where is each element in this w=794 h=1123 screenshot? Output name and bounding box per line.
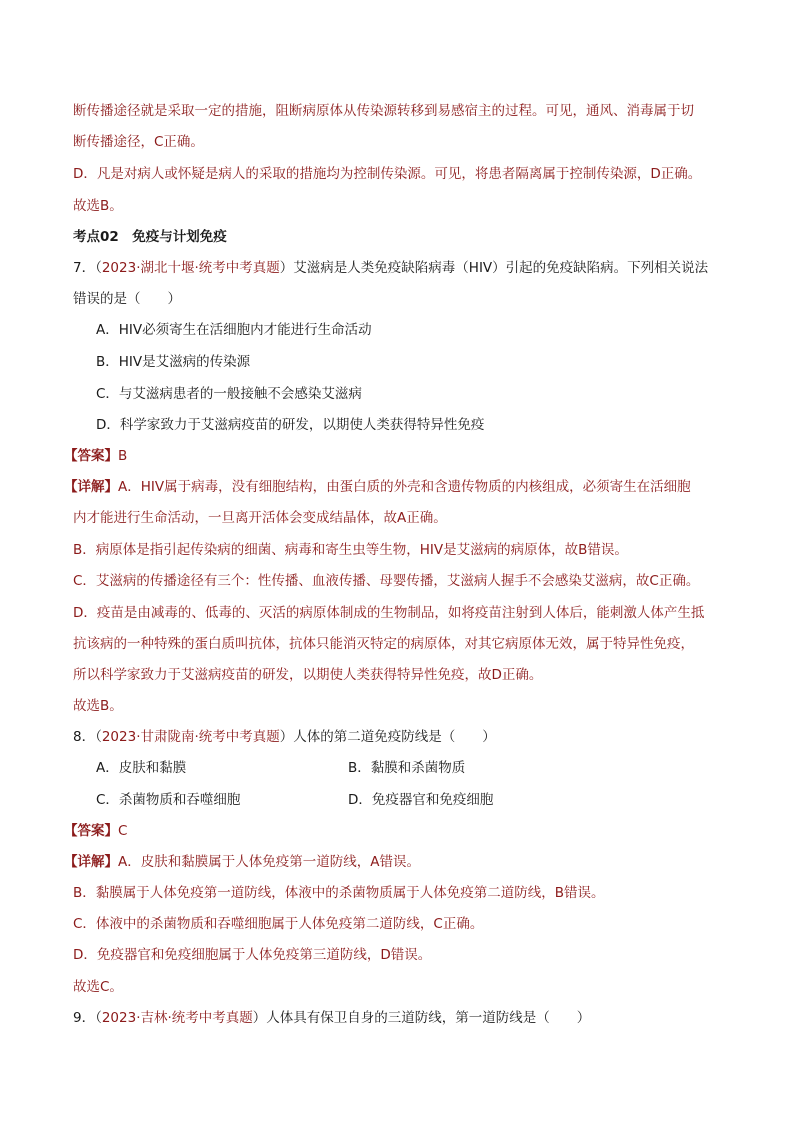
q7-detail-line-3: B．病原体是指引起传染病的细菌、病毒和寄生虫等生物，HIV是艾滋病的病原体，故B错误。: [73, 542, 628, 558]
q8-detail-label: 【详解】: [64, 854, 118, 870]
q7-detail-line-7: 所以科学家致力于艾滋病疫苗的研发，以期使人类获得特异性免疫，故D正确。: [73, 667, 543, 683]
q7-option-d: D．科学家致力于艾滋病疫苗的研发，以期使人类获得特异性免疫: [96, 417, 485, 433]
q7-detail-line-4: C．艾滋病的传播途径有三个：性传播、血液传播、母婴传播，艾滋病人握手不会感染艾滋病，故C正确。: [73, 573, 700, 589]
q8-answer-value: C: [118, 823, 128, 839]
q8-answer-label: 【答案】: [64, 823, 118, 839]
q7-option-a: A．HIV必须寄生在活细胞内才能进行生命活动: [96, 322, 372, 338]
q7-option-c: C．与艾滋病患者的一般接触不会感染艾滋病: [96, 386, 362, 402]
q7-option-b: B．HIV是艾滋病的传染源: [96, 354, 251, 370]
q7-detail-line-6: 抗该病的一种特殊的蛋白质叫抗体，抗体只能消灭特定的病原体，对其它病原体无效，属于特异性免疫，: [73, 636, 694, 652]
q9-stem-text: ）人体具有保卫自身的三道防线，第一道防线是（ ）: [252, 1010, 591, 1026]
q8-conclusion: 故选C。: [73, 979, 123, 995]
q7-source: 2023·湖北十堰·统考中考真题: [101, 260, 280, 276]
q7-detail-text-1: A．HIV属于病毒，没有细胞结构，由蛋白质的外壳和含遗传物质的内核组成，必须寄生在活细胞: [118, 479, 691, 495]
q7-detail-line-5: D．疫苗是由减毒的、低毒的、灭活的病原体制成的生物制品，如将疫苗注射到人体后，能刺激人体产生抵: [73, 605, 705, 621]
q8-option-a: A．皮肤和黏膜: [96, 760, 187, 776]
q8-stem-text: ）人体的第二道免疫防线是（ ）: [279, 729, 496, 745]
q9-number: 9．（: [73, 1010, 102, 1026]
q7-detail-line-1: [64, 477, 734, 497]
q7-conclusion: 故选B。: [73, 698, 123, 714]
q7-stem-line-2: 错误的是（ ）: [73, 291, 181, 307]
q8-detail-text-1: A．皮肤和黏膜属于人体免疫第一道防线，A错误。: [118, 854, 420, 870]
q8-stem: [73, 727, 734, 747]
q7-detail-label: 【详解】: [64, 479, 118, 495]
q9-stem: [73, 1008, 734, 1028]
q7-answer-label: 【答案】: [64, 448, 118, 464]
q9-source: 2023·吉林·统考中考真题: [101, 1010, 253, 1026]
q8-detail-line-2: B．黏膜属于人体免疫第一道防线，体液中的杀菌物质属于人体免疫第二道防线，B错误。: [73, 885, 605, 901]
q7-answer: [64, 446, 734, 466]
section-title: 考点02 免疫与计划免疫: [73, 229, 227, 245]
q7-detail-line-2: 内才能进行生命活动，一旦离开活体会变成结晶体，故A正确。: [73, 510, 447, 526]
q8-detail-line-3: C．体液中的杀菌物质和吞噬细胞属于人体免疫第二道防线，C正确。: [73, 916, 484, 932]
q8-option-b: B．黏膜和杀菌物质: [348, 760, 466, 776]
q8-answer: [64, 821, 734, 841]
q7-stem-text: ）艾滋病是人类免疫缺陷病毒（HIV）引起的免疫缺陷病。下列相关说法: [279, 260, 709, 276]
prev-conclusion: 故选B。: [73, 198, 123, 214]
q7-number: 7．（: [73, 260, 102, 276]
q8-detail-line-4: D．免疫器官和免疫细胞属于人体免疫第三道防线，D错误。: [73, 947, 432, 963]
q8-option-c: C．杀菌物质和吞噬细胞: [96, 792, 241, 808]
prev-detail-line-3: D．凡是对病人或怀疑是病人的采取的措施均为控制传染源。可见，将患者隔离属于控制传染源，D正确。: [73, 166, 702, 182]
q8-source: 2023·甘肃陇南·统考中考真题: [101, 729, 280, 745]
prev-detail-line-2: 断传播途径，C正确。: [73, 134, 204, 150]
q7-stem-line-1: [73, 258, 734, 278]
q8-option-d: D．免疫器官和免疫细胞: [348, 792, 494, 808]
q8-number: 8．（: [73, 729, 102, 745]
prev-detail-line-1: 断传播途径就是采取一定的措施，阻断病原体从传染源转移到易感宿主的过程。可见，通风、消毒属于切: [73, 103, 694, 119]
q7-answer-value: B: [118, 448, 128, 464]
q8-detail-line-1: [64, 852, 734, 872]
